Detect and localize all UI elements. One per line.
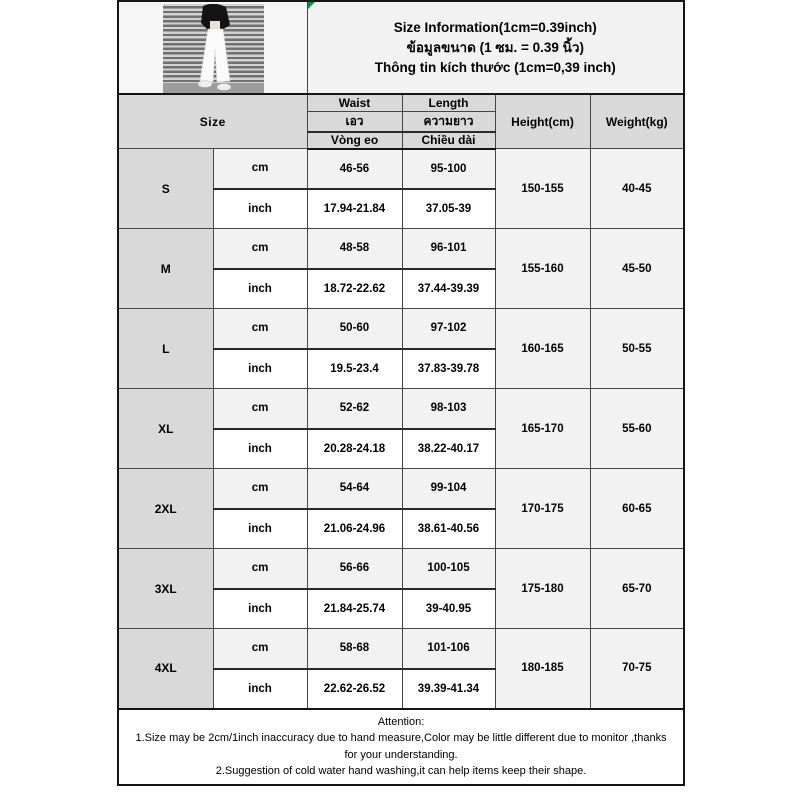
length-cm-value: 99-104 <box>402 469 495 509</box>
height-column-header: Height(cm) <box>495 94 590 149</box>
weight-value: 70-75 <box>590 629 684 709</box>
size-chart-sheet <box>117 0 683 786</box>
model-pants <box>200 29 230 82</box>
weight-value: 45-50 <box>590 229 684 309</box>
length-header-vi: Chiều dài <box>402 132 495 149</box>
table-row <box>118 549 684 589</box>
waist-cm-value: 46-56 <box>307 149 402 189</box>
waist-cm-value: 52-62 <box>307 389 402 429</box>
size-label: 4XL <box>118 629 213 709</box>
table-row <box>118 389 684 429</box>
waist-header-en: Waist <box>307 94 402 111</box>
unit-label: cm <box>213 149 307 189</box>
title-cell <box>307 1 684 94</box>
waist-header-vi: Vòng eo <box>307 132 402 149</box>
size-chart-table <box>117 0 685 786</box>
product-photo-cell <box>118 1 307 94</box>
weight-value: 65-70 <box>590 549 684 629</box>
top-row <box>118 1 684 94</box>
title-line-vietnamese: Thông tin kích thước (1cm=0,39 inch) <box>374 59 616 75</box>
attention-line-2: 2.Suggestion of cold water hand washing,it can help items keep their shape. <box>215 765 587 777</box>
attention-title: Attention: <box>377 715 425 728</box>
length-inch-value: 38.61-40.56 <box>402 509 495 549</box>
length-cm-value: 97-102 <box>402 309 495 349</box>
length-inch-value: 37.83-39.78 <box>402 349 495 389</box>
waist-inch-value: 18.72-22.62 <box>307 269 402 309</box>
height-value: 180-185 <box>495 629 590 709</box>
unit-label: inch <box>213 349 307 389</box>
unit-label: inch <box>213 509 307 549</box>
unit-label: cm <box>213 309 307 349</box>
size-label: 3XL <box>118 549 213 629</box>
length-inch-value: 39.39-41.34 <box>402 669 495 709</box>
length-cm-value: 100-105 <box>402 549 495 589</box>
attention-row <box>118 709 684 785</box>
size-label: S <box>118 149 213 229</box>
table-row <box>118 309 684 349</box>
title-line-english: Size Information(1cm=0.39inch) <box>393 19 597 35</box>
unit-label: cm <box>213 469 307 509</box>
length-inch-value: 38.22-40.17 <box>402 429 495 469</box>
attention-line-1: 1.Size may be 2cm/1inch inaccuracy due to hand measure,Color may be little different due to monitor ,thanks for your understanding. <box>135 732 667 761</box>
cell-flag-icon <box>308 2 315 9</box>
table-row <box>118 469 684 509</box>
unit-label: cm <box>213 549 307 589</box>
waist-cm-value: 50-60 <box>307 309 402 349</box>
title-line-thai: ข้อมูลขนาด (1 ซม. = 0.39 นิ้ว) <box>406 39 584 55</box>
table-row <box>118 629 684 669</box>
height-value: 165-170 <box>495 389 590 469</box>
attention-note <box>118 709 684 785</box>
model-figure <box>163 4 264 94</box>
length-header-en: Length <box>402 94 495 111</box>
size-label: L <box>118 309 213 389</box>
size-label: XL <box>118 389 213 469</box>
length-inch-value: 37.44-39.39 <box>402 269 495 309</box>
height-value: 170-175 <box>495 469 590 549</box>
header-row-english <box>118 94 684 111</box>
unit-label: cm <box>213 229 307 269</box>
length-header-th: ความยาว <box>402 111 495 132</box>
weight-column-header: Weight(kg) <box>590 94 684 149</box>
length-inch-value: 37.05-39 <box>402 189 495 229</box>
weight-value: 50-55 <box>590 309 684 389</box>
height-value: 160-165 <box>495 309 590 389</box>
model-top <box>210 21 220 29</box>
length-cm-value: 101-106 <box>402 629 495 669</box>
model-shoe-right <box>217 84 231 91</box>
waist-inch-value: 21.06-24.96 <box>307 509 402 549</box>
waist-inch-value: 17.94-21.84 <box>307 189 402 229</box>
length-cm-value: 98-103 <box>402 389 495 429</box>
table-row <box>118 149 684 189</box>
height-value: 175-180 <box>495 549 590 629</box>
model-shoe-left <box>198 81 212 88</box>
unit-label: inch <box>213 589 307 629</box>
size-column-header: Size <box>118 94 307 149</box>
weight-value: 60-65 <box>590 469 684 549</box>
waist-cm-value: 58-68 <box>307 629 402 669</box>
length-cm-value: 95-100 <box>402 149 495 189</box>
table-row <box>118 229 684 269</box>
waist-inch-value: 20.28-24.18 <box>307 429 402 469</box>
unit-label: cm <box>213 629 307 669</box>
size-label: M <box>118 229 213 309</box>
height-value: 150-155 <box>495 149 590 229</box>
unit-label: inch <box>213 269 307 309</box>
weight-value: 55-60 <box>590 389 684 469</box>
waist-cm-value: 54-64 <box>307 469 402 509</box>
size-label: 2XL <box>118 469 213 549</box>
unit-label: cm <box>213 389 307 429</box>
unit-label: inch <box>213 189 307 229</box>
waist-header-th: เอว <box>307 111 402 132</box>
height-value: 155-160 <box>495 229 590 309</box>
unit-label: inch <box>213 669 307 709</box>
weight-value: 40-45 <box>590 149 684 229</box>
waist-inch-value: 21.84-25.74 <box>307 589 402 629</box>
waist-inch-value: 22.62-26.52 <box>307 669 402 709</box>
product-photo <box>163 4 264 94</box>
waist-cm-value: 48-58 <box>307 229 402 269</box>
length-cm-value: 96-101 <box>402 229 495 269</box>
waist-cm-value: 56-66 <box>307 549 402 589</box>
unit-label: inch <box>213 429 307 469</box>
waist-inch-value: 19.5-23.4 <box>307 349 402 389</box>
length-inch-value: 39-40.95 <box>402 589 495 629</box>
